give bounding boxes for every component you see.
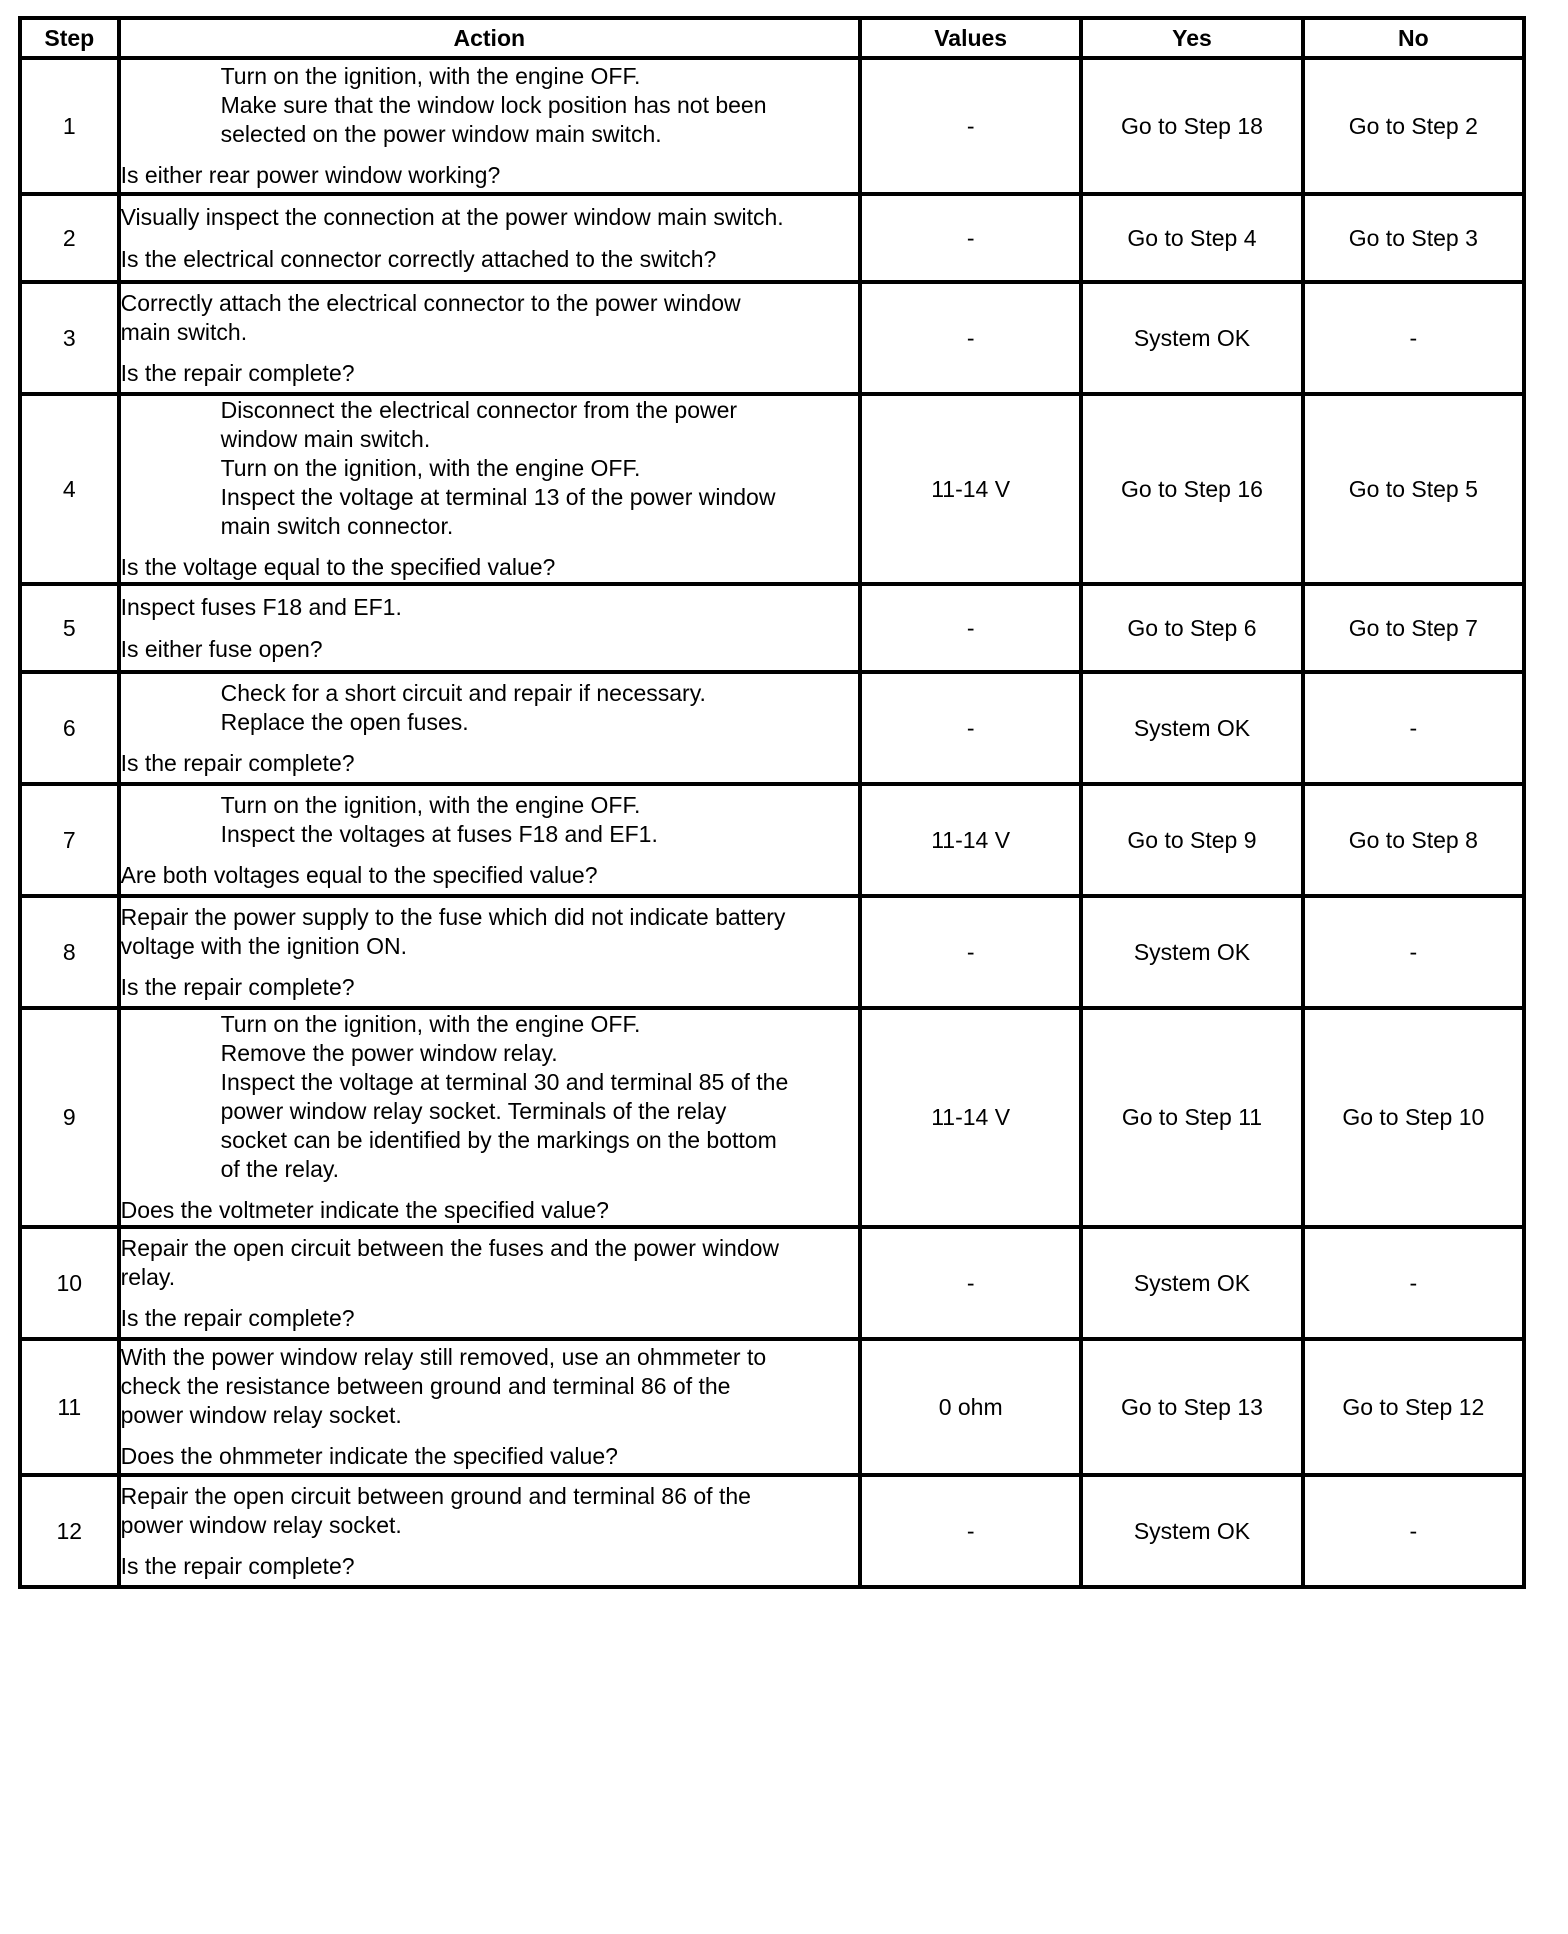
spec-value: 0 ohm: [860, 1339, 1081, 1475]
diagnostic-table: [18, 16, 1526, 1589]
instruction-line: Inspect the voltages at fuses F18 and EF1.: [220, 820, 658, 847]
step-number: 5: [20, 584, 119, 672]
action-question: Is the voltage equal to the specified value?: [120, 554, 556, 580]
table-row: [20, 1227, 1524, 1339]
instruction-line: power window relay socket.: [120, 1402, 402, 1428]
instruction-line: socket can be identified by the markings on the bottom: [220, 1127, 777, 1153]
instruction-line: Disconnect the electrical connector from the power: [220, 397, 738, 423]
spec-value: -: [860, 584, 1081, 672]
action-cell: [119, 1227, 860, 1339]
action-cell: [119, 1339, 860, 1475]
step-number: 10: [20, 1227, 119, 1339]
yes-outcome: Go to Step 16: [1081, 394, 1302, 584]
action-instructions: [121, 289, 858, 347]
spec-value: -: [860, 672, 1081, 784]
instruction-line: Inspect the voltage at terminal 13 of the power window: [220, 484, 776, 510]
action-instructions: [121, 1234, 858, 1292]
action-cell: [119, 784, 860, 896]
instruction-line: Turn on the ignition, with the engine OFF.: [220, 1011, 641, 1037]
yes-outcome: System OK: [1081, 1227, 1302, 1339]
instruction-line: Make sure that the window lock position has not been: [220, 92, 767, 118]
yes-outcome: Go to Step 6: [1081, 584, 1302, 672]
action-instructions: [121, 396, 858, 541]
instruction-line: Inspect fuses F18 and EF1.: [120, 593, 402, 620]
action-question: Is the repair complete?: [120, 1552, 355, 1579]
action-cell: [119, 1008, 860, 1227]
header-yes: Yes: [1081, 18, 1302, 58]
no-outcome: Go to Step 3: [1303, 194, 1524, 282]
instruction-line: power window relay socket.: [120, 1511, 402, 1538]
instruction-line: check the resistance between ground and terminal 86 of the: [120, 1373, 731, 1399]
instruction-line: relay.: [120, 1263, 176, 1290]
yes-outcome: Go to Step 9: [1081, 784, 1302, 896]
instruction-line: Visually inspect the connection at the power window main switch.: [120, 203, 784, 230]
step-number: 4: [20, 394, 119, 584]
instruction-line: Repair the open circuit between ground and terminal 86 of the: [120, 1482, 751, 1509]
table-row: [20, 584, 1524, 672]
action-instructions: [121, 203, 858, 232]
header-values: Values: [860, 18, 1081, 58]
no-outcome: Go to Step 7: [1303, 584, 1524, 672]
action-question: Is the repair complete?: [120, 359, 355, 386]
instruction-line: With the power window relay still removed, use an ohmmeter to: [120, 1344, 767, 1370]
step-number: 12: [20, 1475, 119, 1587]
spec-value: -: [860, 58, 1081, 194]
yes-outcome: Go to Step 4: [1081, 194, 1302, 282]
spec-value: 11-14 V: [860, 1008, 1081, 1227]
header-no: No: [1303, 18, 1524, 58]
action-cell: [119, 672, 860, 784]
action-question: Does the voltmeter indicate the specified value?: [120, 1197, 609, 1223]
action-question: Is either fuse open?: [120, 635, 323, 662]
yes-outcome: Go to Step 13: [1081, 1339, 1302, 1475]
yes-outcome: System OK: [1081, 672, 1302, 784]
step-number: 3: [20, 282, 119, 394]
instruction-line: power window relay socket. Terminals of the relay: [220, 1098, 727, 1124]
yes-outcome: Go to Step 18: [1081, 58, 1302, 194]
table-row: [20, 282, 1524, 394]
table-row: [20, 58, 1524, 194]
instruction-line: Turn on the ignition, with the engine OFF.: [220, 63, 641, 89]
action-instructions: [121, 1343, 858, 1430]
table-row: [20, 896, 1524, 1008]
instruction-line: main switch.: [120, 318, 248, 345]
step-number: 2: [20, 194, 119, 282]
instruction-line: Inspect the voltage at terminal 30 and terminal 85 of the: [220, 1069, 789, 1095]
header-row: [20, 18, 1524, 58]
action-question: Is the repair complete?: [120, 1304, 355, 1331]
action-instructions: [121, 679, 858, 737]
yes-outcome: System OK: [1081, 282, 1302, 394]
instruction-line: voltage with the ignition ON.: [120, 932, 407, 959]
action-cell: [119, 584, 860, 672]
spec-value: -: [860, 194, 1081, 282]
no-outcome: -: [1303, 1475, 1524, 1587]
instruction-line: Check for a short circuit and repair if necessary.: [220, 679, 706, 706]
spec-value: 11-14 V: [860, 394, 1081, 584]
action-instructions: [121, 791, 858, 849]
header-action: Action: [119, 18, 860, 58]
action-cell: [119, 282, 860, 394]
spec-value: -: [860, 896, 1081, 1008]
action-cell: [119, 1475, 860, 1587]
action-question: Is the repair complete?: [120, 749, 355, 776]
instruction-line: Replace the open fuses.: [220, 708, 469, 735]
step-number: 11: [20, 1339, 119, 1475]
action-cell: [119, 58, 860, 194]
instruction-line: Turn on the ignition, with the engine OFF.: [220, 791, 641, 818]
action-instructions: [121, 1010, 858, 1184]
step-number: 1: [20, 58, 119, 194]
instruction-line: of the relay.: [220, 1156, 340, 1182]
instruction-line: Turn on the ignition, with the engine OFF.: [220, 455, 641, 481]
table-row: [20, 784, 1524, 896]
no-outcome: -: [1303, 1227, 1524, 1339]
action-cell: [119, 896, 860, 1008]
action-question: Does the ohmmeter indicate the specified value?: [120, 1443, 618, 1469]
no-outcome: Go to Step 2: [1303, 58, 1524, 194]
instruction-line: Remove the power window relay.: [220, 1040, 558, 1066]
step-number: 9: [20, 1008, 119, 1227]
yes-outcome: Go to Step 11: [1081, 1008, 1302, 1227]
action-instructions: [121, 62, 858, 149]
action-question: Is the repair complete?: [120, 973, 355, 1000]
action-question: Is either rear power window working?: [120, 162, 501, 188]
action-instructions: [121, 903, 858, 961]
instruction-line: Repair the open circuit between the fuses and the power window: [120, 1234, 780, 1261]
table-row: [20, 1475, 1524, 1587]
yes-outcome: System OK: [1081, 896, 1302, 1008]
table-row: [20, 194, 1524, 282]
spec-value: -: [860, 1475, 1081, 1587]
spec-value: -: [860, 1227, 1081, 1339]
no-outcome: -: [1303, 896, 1524, 1008]
instruction-line: main switch connector.: [220, 513, 454, 539]
spec-value: 11-14 V: [860, 784, 1081, 896]
yes-outcome: System OK: [1081, 1475, 1302, 1587]
action-question: Are both voltages equal to the specified value?: [120, 861, 598, 888]
no-outcome: -: [1303, 672, 1524, 784]
spec-value: -: [860, 282, 1081, 394]
action-question: Is the electrical connector correctly attached to the switch?: [120, 245, 717, 272]
instruction-line: Repair the power supply to the fuse which did not indicate battery: [120, 903, 786, 930]
instruction-line: Correctly attach the electrical connector to the power window: [120, 289, 741, 316]
instruction-line: selected on the power window main switch.: [220, 121, 662, 147]
no-outcome: Go to Step 12: [1303, 1339, 1524, 1475]
action-cell: [119, 194, 860, 282]
no-outcome: Go to Step 10: [1303, 1008, 1524, 1227]
action-instructions: [121, 593, 858, 622]
instruction-line: window main switch.: [220, 426, 431, 452]
no-outcome: -: [1303, 282, 1524, 394]
step-number: 7: [20, 784, 119, 896]
step-number: 8: [20, 896, 119, 1008]
action-instructions: [121, 1482, 858, 1540]
no-outcome: Go to Step 5: [1303, 394, 1524, 584]
action-cell: [119, 394, 860, 584]
table-row: [20, 1339, 1524, 1475]
no-outcome: Go to Step 8: [1303, 784, 1524, 896]
header-step: Step: [20, 18, 119, 58]
table-row: [20, 672, 1524, 784]
step-number: 6: [20, 672, 119, 784]
table-row: [20, 1008, 1524, 1227]
table-row: [20, 394, 1524, 584]
